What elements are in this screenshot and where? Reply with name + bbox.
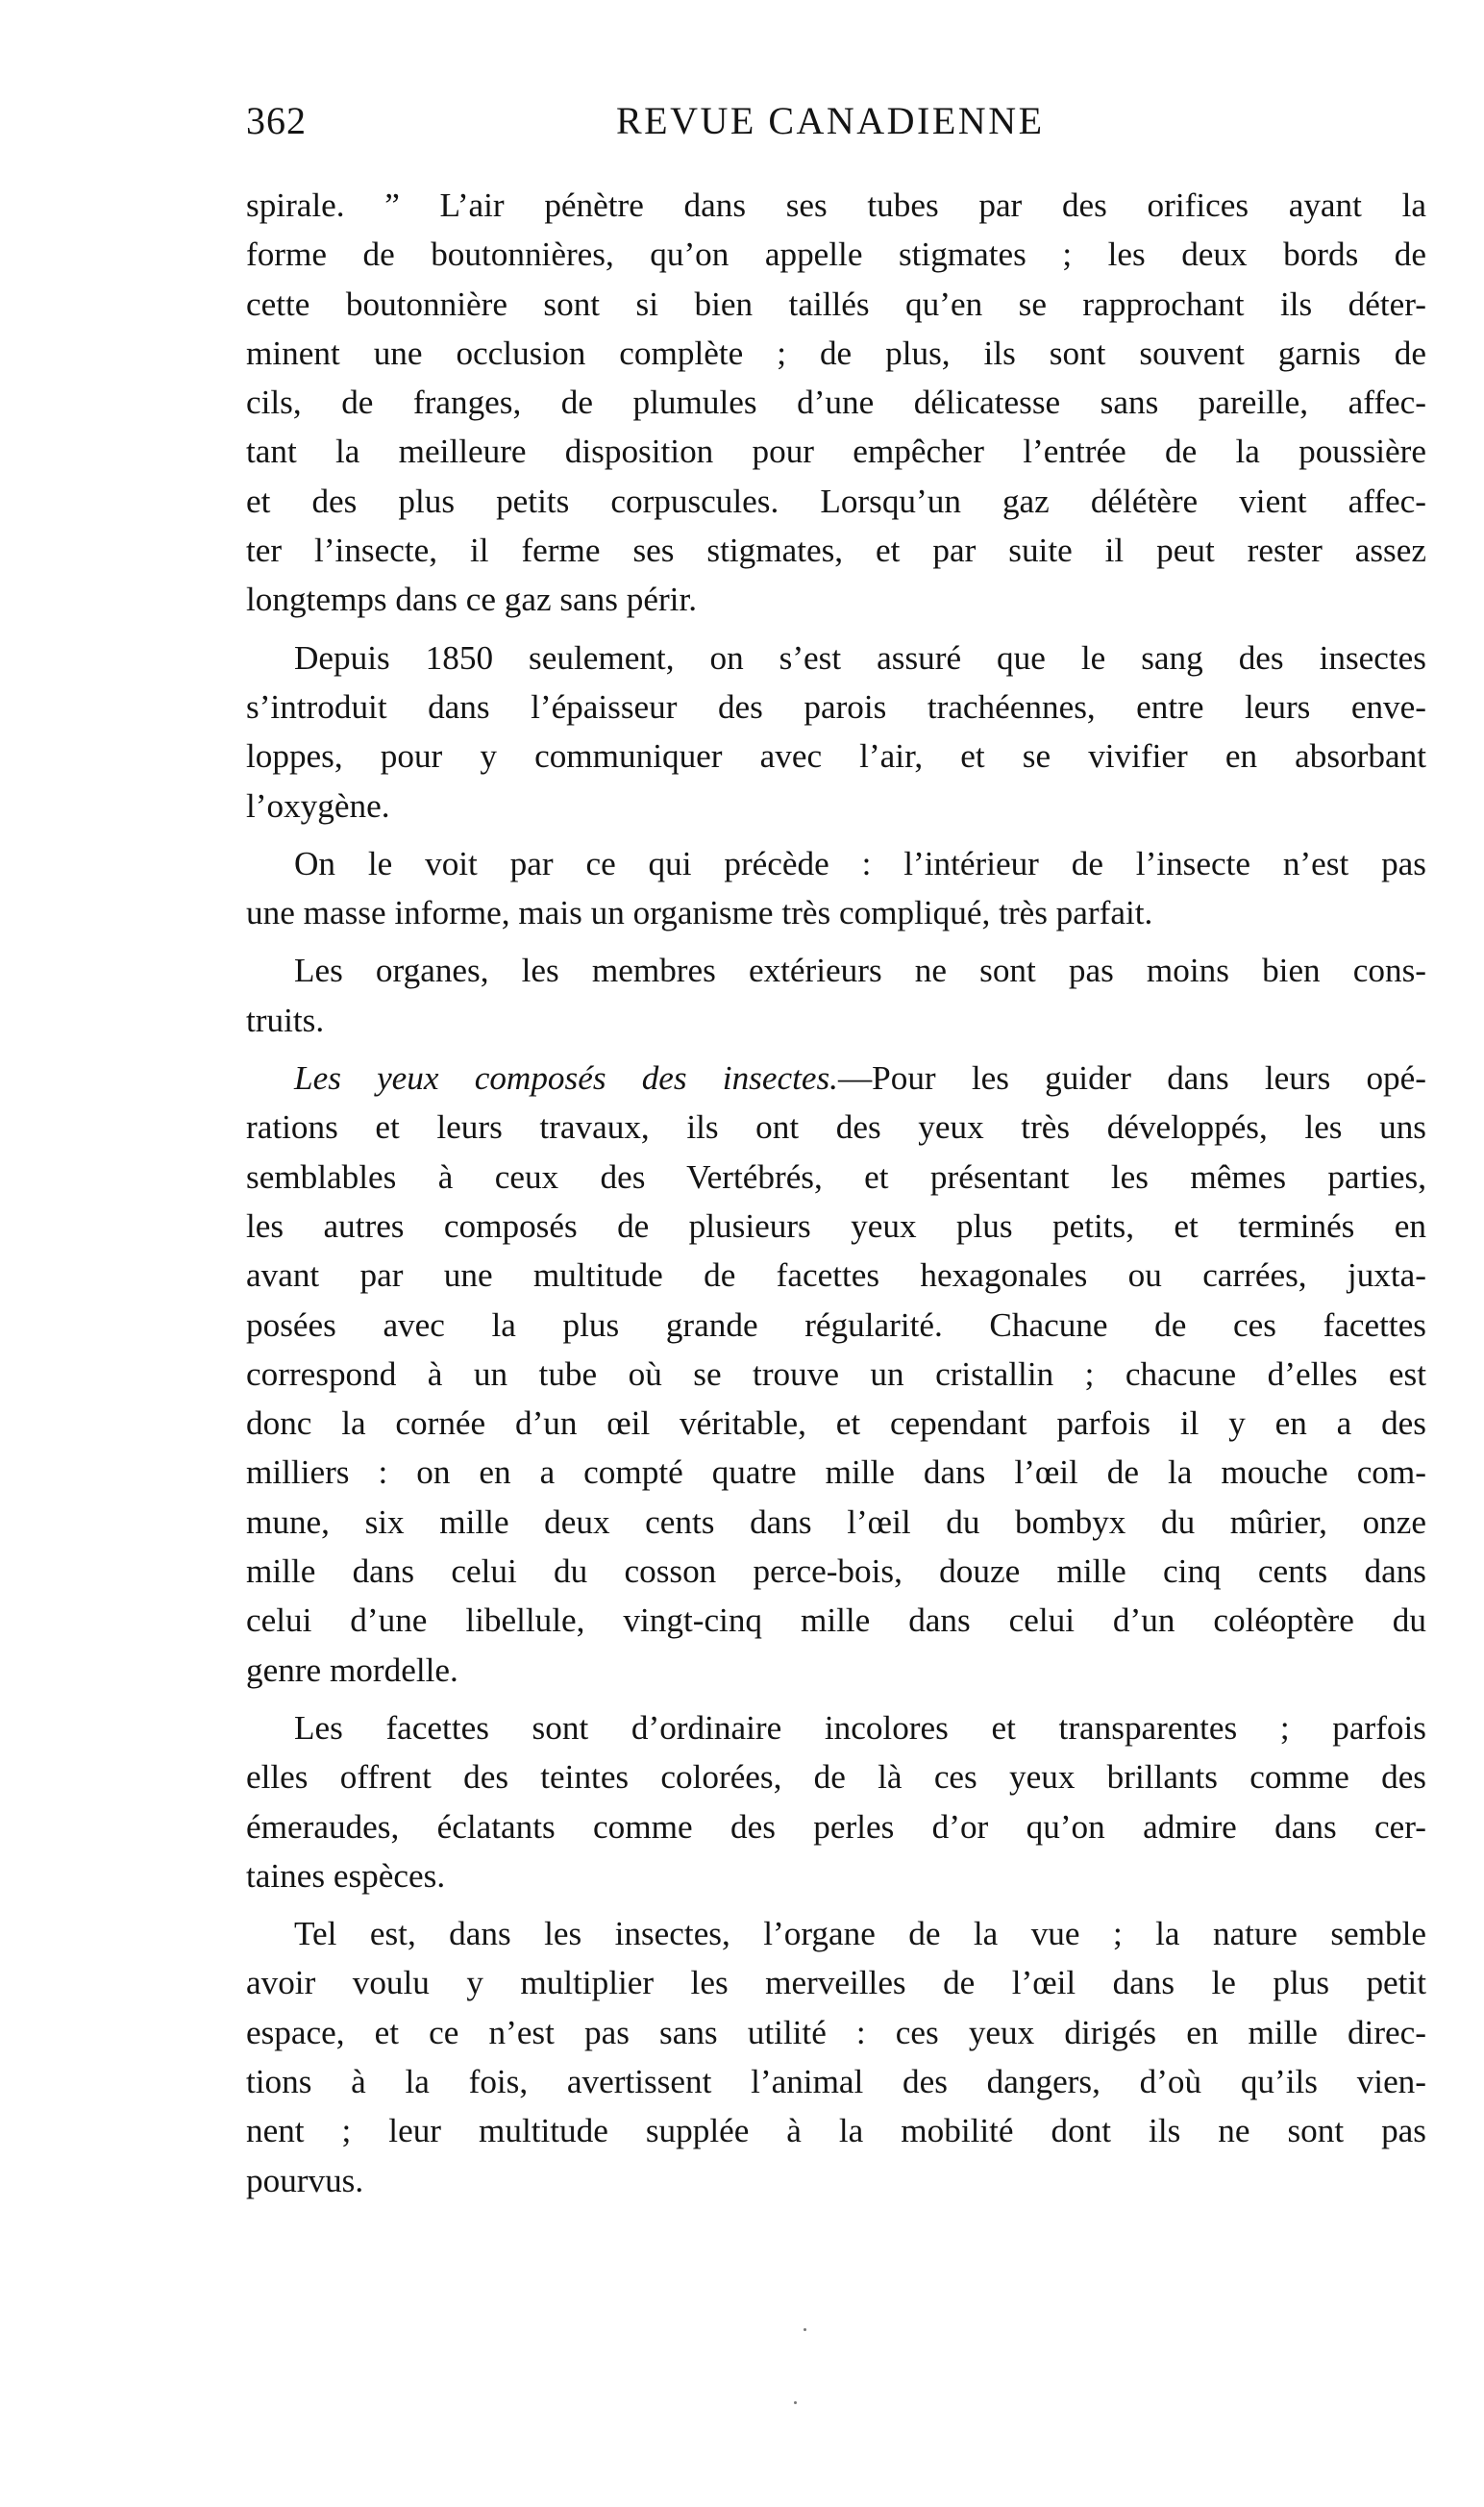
text-line: taines espèces. (246, 1856, 446, 1895)
text-line: donc la cornée d’un œil véritable, et cependant parfois il y en a des (246, 1404, 1426, 1443)
paragraph (246, 633, 1426, 831)
text-line: les autres composés de plusieurs yeux plus petits, et terminés en (246, 1206, 1426, 1245)
text-line: posées avec la plus grande régularité. Chacune de ces facettes (246, 1305, 1426, 1344)
text-line: forme de boutonnières, qu’on appelle stigmates ; les deux bords de (246, 236, 1426, 274)
text-line: avant par une multitude de facettes hexagonales ou carrées, juxta- (246, 1256, 1426, 1295)
text-line: rations et leurs travaux, ils ont des yeux très développés, les uns (246, 1108, 1426, 1147)
text-line: nent ; leur multitude supplée à la mobilité dont ils ne sont pas (246, 2112, 1426, 2150)
text-line: longtemps dans ce gaz sans périr. (246, 581, 698, 619)
text-line: cils, de franges, de plumules d’une délicatesse sans pareille, affec- (246, 384, 1426, 422)
text-line: émeraudes, éclatants comme des perles d’or qu’on admire dans cer- (246, 1807, 1426, 1846)
text-line: cette boutonnière sont si bien taillés qu’en se rapprochant ils déter- (246, 285, 1426, 323)
text-line: Depuis 1850 seulement, on s’est assuré que le sang des insectes (294, 638, 1426, 677)
text-line (246, 1054, 1426, 1103)
text-line: milliers : on en a compté quatre mille dans l’œil de la mouche com- (246, 1453, 1426, 1492)
text-run: —Pour les guider dans leurs opé- (837, 1059, 1426, 1098)
text-line: une masse informe, mais un organisme très compliqué, très parfait. (246, 894, 1153, 932)
text-line: et des plus petits corpuscules. Lorsqu’un gaz délétère vient affec- (246, 482, 1426, 520)
paragraph (246, 946, 1426, 1045)
text-line: s’introduit dans l’épaisseur des parois trachéennes, entre leurs enve- (246, 687, 1426, 726)
text-line: semblables à ceux des Vertébrés, et présentant les mêmes parties, (246, 1157, 1426, 1196)
text-line: On le voit par ce qui précède : l’intérieur de l’insecte n’est pas (294, 844, 1426, 882)
text-line: espace, et ce n’est pas sans utilité : ces yeux dirigés en mille direc- (246, 2013, 1426, 2051)
running-title: REVUE CANADIENNE (616, 99, 1045, 142)
text-line: correspond à un tube où se trouve un cristallin ; chacune d’elles est (246, 1354, 1426, 1393)
text-line: pourvus. (246, 2161, 364, 2199)
text-line: l’oxygène. (246, 786, 390, 825)
text-line: elles offrent des teintes colorées, de là ces yeux brillants comme des (246, 1758, 1426, 1797)
text-line: minent une occlusion complète ; de plus, ils sont souvent garnis de (246, 334, 1426, 372)
paragraph (246, 181, 1426, 625)
text-line: avoir voulu y multiplier les merveilles de l’œil dans le plus petit (246, 1964, 1426, 2002)
text-line: Les organes, les membres extérieurs ne sont pas moins bien cons- (294, 952, 1426, 990)
text-line: genre mordelle. (246, 1651, 458, 1689)
section-heading: Les yeux composés des insectes. (294, 1059, 838, 1098)
text-line: mune, six mille deux cents dans l’œil du bombyx du mûrier, onze (246, 1502, 1426, 1541)
page-number: 362 (246, 99, 307, 142)
paragraph (246, 1054, 1426, 1695)
text-line: spirale. ” L’air pénètre dans ses tubes par des orifices ayant la (246, 186, 1426, 224)
paragraph (246, 1703, 1426, 1900)
paragraph (246, 839, 1426, 938)
text-line: Tel est, dans les insectes, l’organe de la vue ; la nature semble (294, 1915, 1426, 1953)
text-line: truits. (246, 1001, 325, 1039)
text-line: tant la meilleure disposition pour empêcher l’entrée de la poussière (246, 433, 1426, 471)
paragraph (246, 1909, 1426, 2205)
text-line: ter l’insecte, il ferme ses stigmates, et par suite il peut rester assez (246, 532, 1426, 570)
scan-speck (804, 2328, 806, 2331)
text-line: loppes, pour y communiquer avec l’air, et se vivifier en absorbant (246, 737, 1426, 776)
text-line: Les facettes sont d’ordinaire incolores et transparentes ; parfois (294, 1708, 1426, 1747)
scan-speck (794, 2401, 797, 2404)
text-line: tions à la fois, avertissent l’animal des dangers, d’où qu’ils vien- (246, 2062, 1426, 2100)
text-line: celui d’une libellule, vingt-cinq mille dans celui d’un coléoptère du (246, 1601, 1426, 1640)
body-text (246, 181, 1426, 2205)
page-header (246, 98, 1438, 156)
text-line: mille dans celui du cosson perce-bois, douze mille cinq cents dans (246, 1552, 1426, 1591)
